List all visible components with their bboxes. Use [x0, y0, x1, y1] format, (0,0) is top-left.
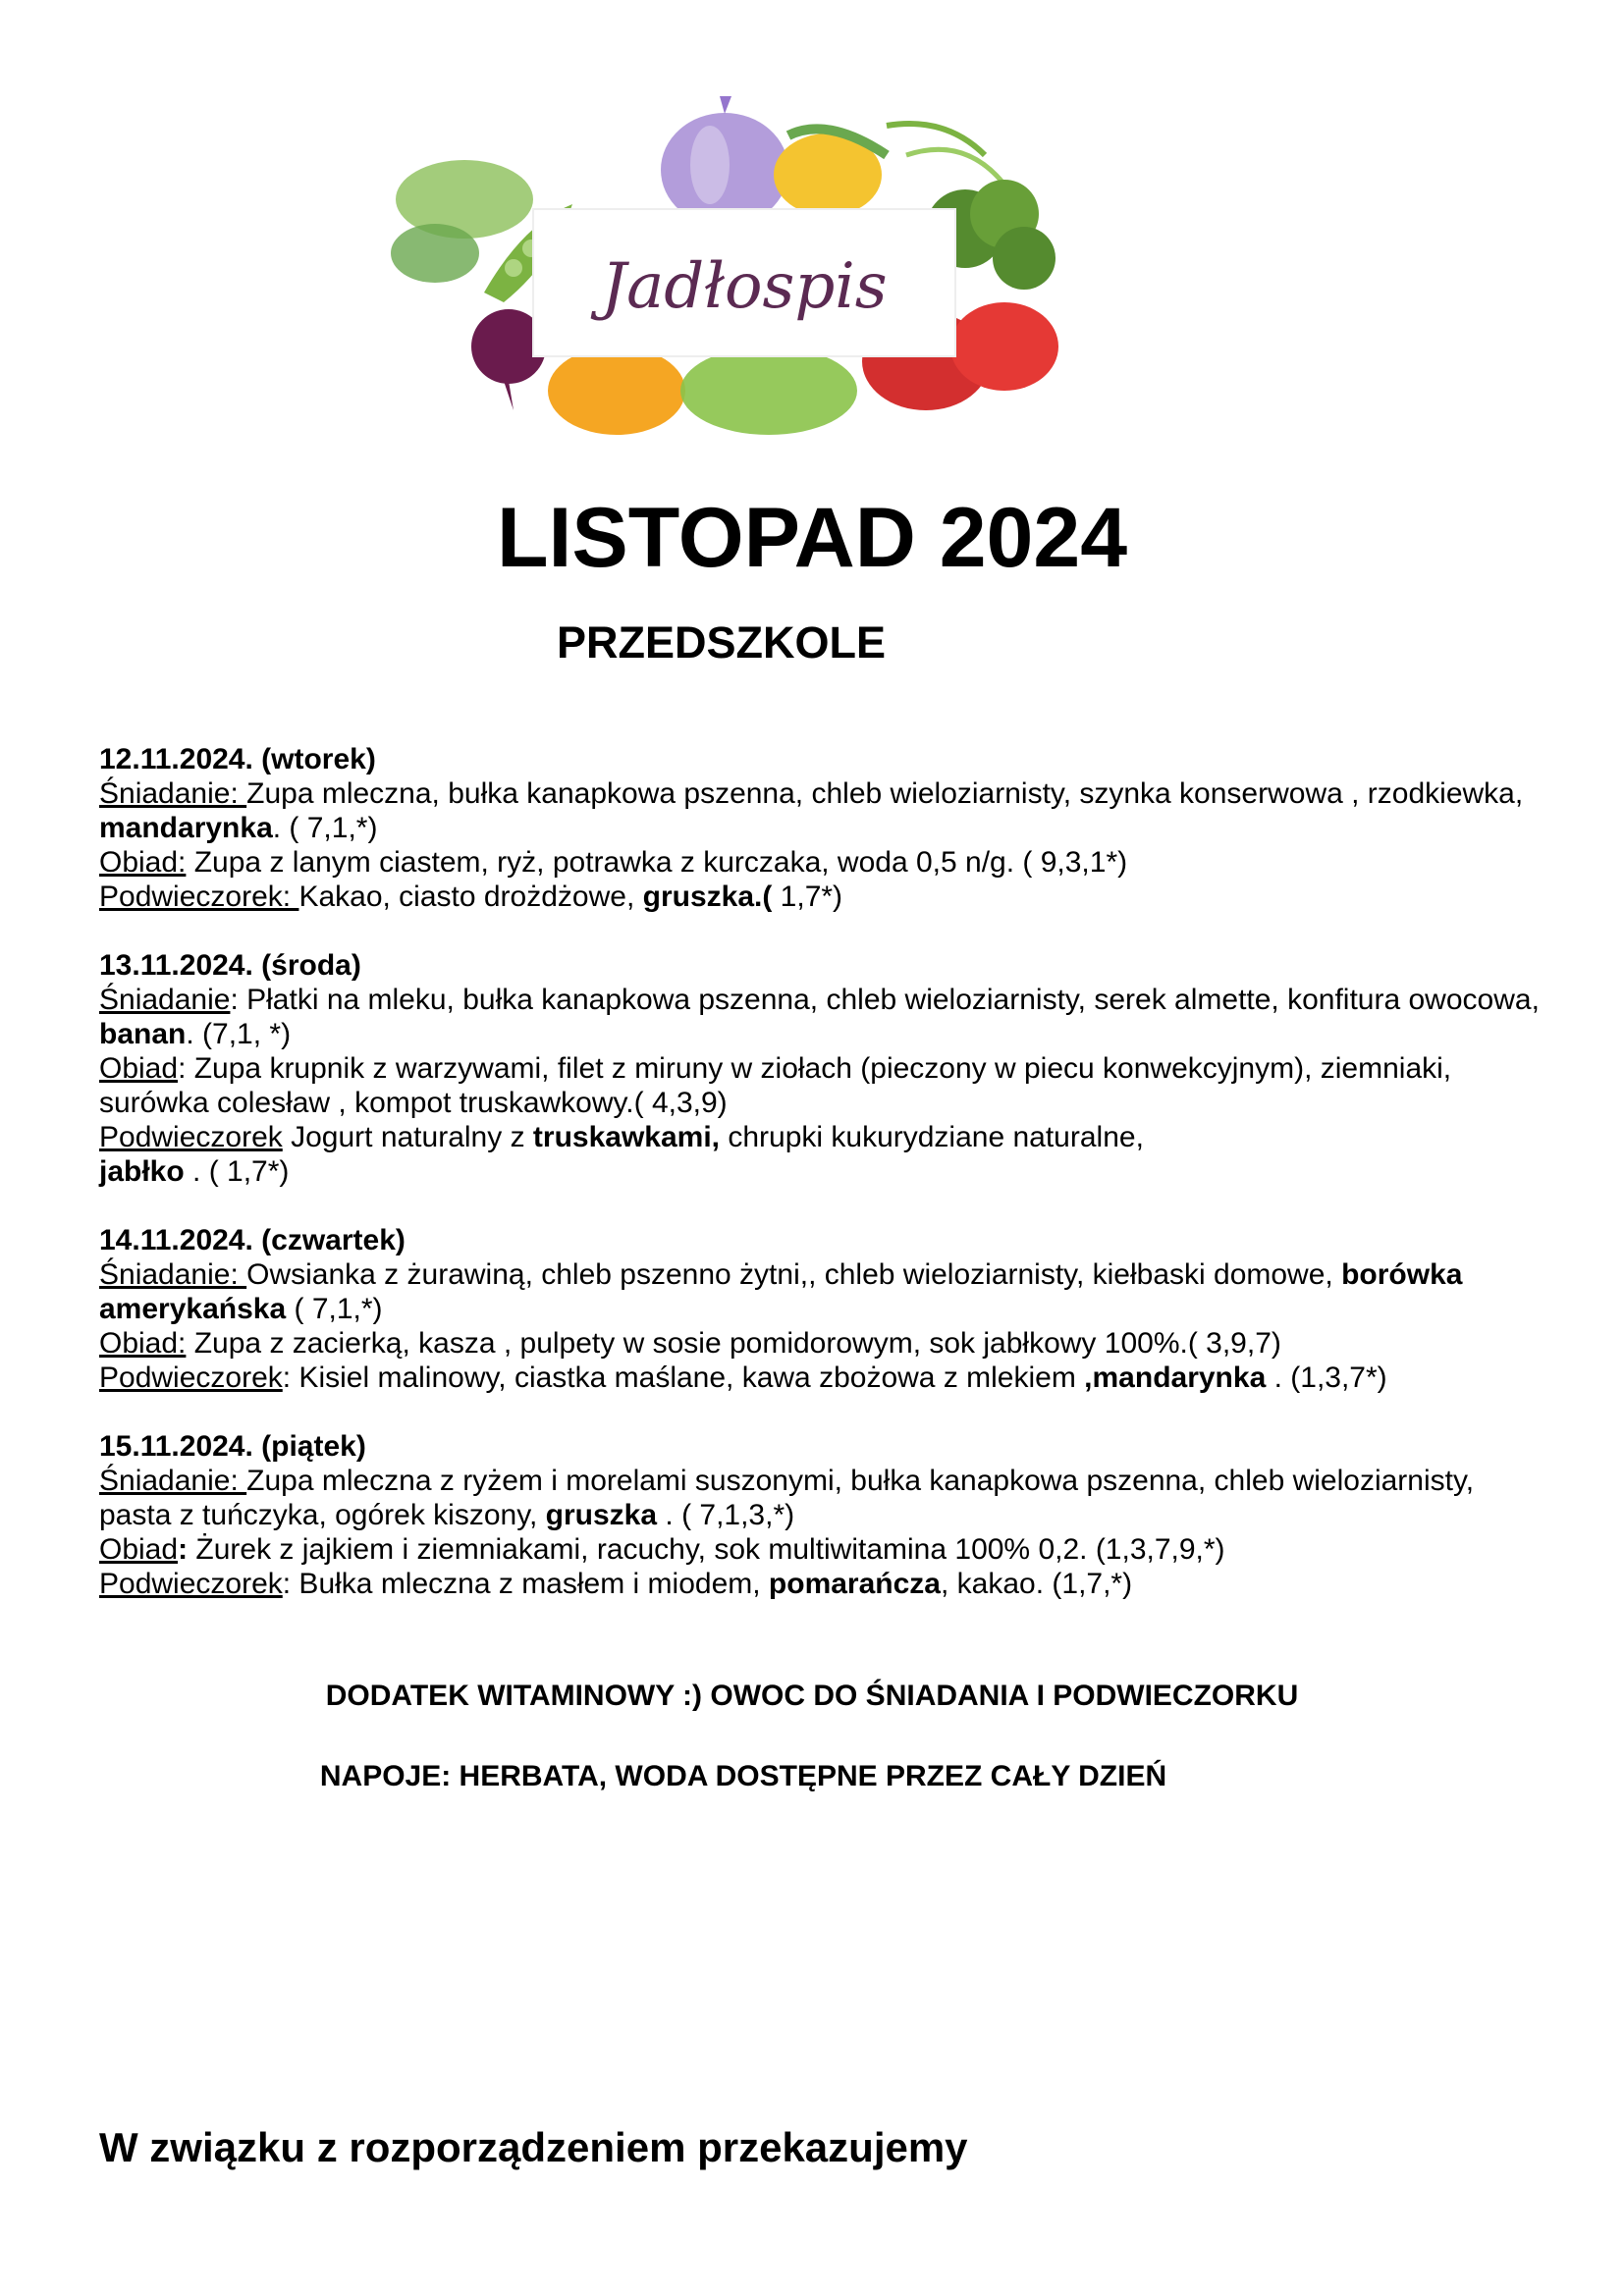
menu-list [99, 742, 1543, 1635]
breakfast-text: Owsianka z żurawiną, chleb pszenno żytni,, chleb wieloziarnisty, kiełbaski domowe, [246, 1258, 1342, 1291]
page-title: LISTOPAD 2024 [496, 491, 1128, 585]
breakfast-row [99, 1257, 1543, 1326]
day-entry [99, 742, 1543, 914]
breakfast-label: Śniadanie: [99, 777, 247, 810]
snack-text: : Bułka mleczna z masłem i miodem, [282, 1568, 769, 1600]
lunch-text: : Zupa krupnik z warzywami, filet z miruny w ziołach (pieczony w piecu konwekcyjnym), ziemniaki, surówka colesław , kompot truskawkowy.( 4,3,9) [99, 1052, 1452, 1119]
regulation-note: W związku z rozporządzeniem przekazujemy [99, 2124, 968, 2170]
snack-row [99, 880, 1543, 914]
snack-label: Podwieczorek [99, 1568, 283, 1600]
lunch-label: Obiad: [99, 1327, 187, 1360]
snack-fruit-2: jabłko [99, 1155, 185, 1188]
drinks-notice: NAPOJE: HERBATA, WODA DOSTĘPNE PRZEZ CAŁY DZIEŃ [319, 1760, 1167, 1792]
jadlospis-banner [376, 96, 1166, 452]
snack-fruit: gruszka.( [642, 881, 773, 913]
snack-text-2: chrupki kukurydziane naturalne, [720, 1121, 1144, 1153]
lunch-row [99, 1326, 1543, 1361]
day-entry [99, 1223, 1543, 1395]
breakfast-fruit: mandarynka [99, 812, 273, 844]
snack-allergens: 1,7*) [772, 881, 843, 913]
breakfast-label: Śniadanie [99, 984, 231, 1016]
day-date: 15.11.2024. (piątek) [99, 1430, 366, 1463]
breakfast-row [99, 983, 1543, 1051]
breakfast-label: Śniadanie: [99, 1258, 247, 1291]
vegetable-illustration [376, 96, 1166, 452]
breakfast-text: : Płatki na mleku, bułka kanapkowa pszenna, chleb wieloziarnisty, serek almette, konfitura owocowa, [230, 984, 1540, 1016]
snack-label: Podwieczorek [99, 1121, 283, 1153]
breakfast-text: Zupa mleczna z ryżem i morelami suszonymi, bułka kanapkowa pszenna, chleb wieloziarnisty, pasta z tuńczyka, ogórek kiszony, [99, 1465, 1475, 1531]
day-date: 13.11.2024. (środa) [99, 949, 361, 982]
snack-text: Jogurt naturalny z [282, 1121, 533, 1153]
snack-fruit: pomarańcza [768, 1568, 941, 1600]
lunch-label: Obiad [99, 1533, 179, 1566]
snack-fruit: truskawkami, [532, 1121, 720, 1153]
breakfast-allergens: . ( 7,1,3,*) [657, 1499, 795, 1531]
snack-text: Kakao, ciasto drożdżowe, [298, 881, 643, 913]
snack-fruit: ,mandarynka [1084, 1362, 1267, 1394]
lunch-text: Zupa z zacierką, kasza , pulpety w sosie pomidorowym, sok jabłkowy 100%.( 3,9,7) [186, 1327, 1281, 1360]
breakfast-label: Śniadanie: [99, 1465, 247, 1497]
snack-label: Podwieczorek [99, 1362, 283, 1394]
snack-text: : Kisiel malinowy, ciastka maślane, kawa zbożowa z mlekiem [282, 1362, 1085, 1394]
banner-script-text: Jadłospis [601, 250, 888, 323]
lunch-label: Obiad [99, 1052, 179, 1085]
breakfast-allergens: ( 7,1,*) [286, 1293, 383, 1325]
breakfast-row [99, 1464, 1543, 1532]
snack-row [99, 1567, 1543, 1601]
snack-row [99, 1120, 1543, 1189]
lunch-row [99, 1532, 1543, 1567]
breakfast-fruit: banan [99, 1018, 187, 1050]
snack-label: Podwieczorek: [99, 881, 299, 913]
snack-allergens: , kakao. (1,7,*) [941, 1568, 1133, 1600]
day-date: 12.11.2024. (wtorek) [99, 743, 376, 775]
lunch-label: Obiad: [99, 846, 187, 879]
snack-allergens: . ( 1,7*) [184, 1155, 290, 1188]
breakfast-row [99, 776, 1543, 845]
lunch-text: Żurek z jajkiem i ziemniakami, racuchy, sok multiwitamina 100% 0,2. (1,3,7,9,*) [188, 1533, 1225, 1566]
breakfast-fruit: gruszka [545, 1499, 658, 1531]
lunch-colon: : [178, 1533, 189, 1566]
page-subtitle: PRZEDSZKOLE [557, 617, 887, 667]
day-entry [99, 1429, 1543, 1601]
day-entry [99, 948, 1543, 1189]
snack-row [99, 1361, 1543, 1395]
lunch-row [99, 1051, 1543, 1120]
day-date: 14.11.2024. (czwartek) [99, 1224, 406, 1256]
breakfast-fruit: borówka amerykańska [99, 1258, 1463, 1325]
breakfast-allergens: . (7,1, *) [186, 1018, 292, 1050]
vitamin-notice: DODATEK WITAMINOWY :) OWOC DO ŚNIADANIA I PODWIECZORKU [325, 1680, 1299, 1712]
snack-allergens: . (1,3,7*) [1266, 1362, 1387, 1394]
breakfast-text: Zupa mleczna, bułka kanapkowa pszenna, chleb wieloziarnisty, szynka konserwowa , rzodkiewka, [246, 777, 1524, 810]
lunch-text: Zupa z lanym ciastem, ryż, potrawka z kurczaka, woda 0,5 n/g. ( 9,3,1*) [186, 846, 1128, 879]
breakfast-allergens: . ( 7,1,*) [272, 812, 378, 844]
lunch-row [99, 845, 1543, 880]
